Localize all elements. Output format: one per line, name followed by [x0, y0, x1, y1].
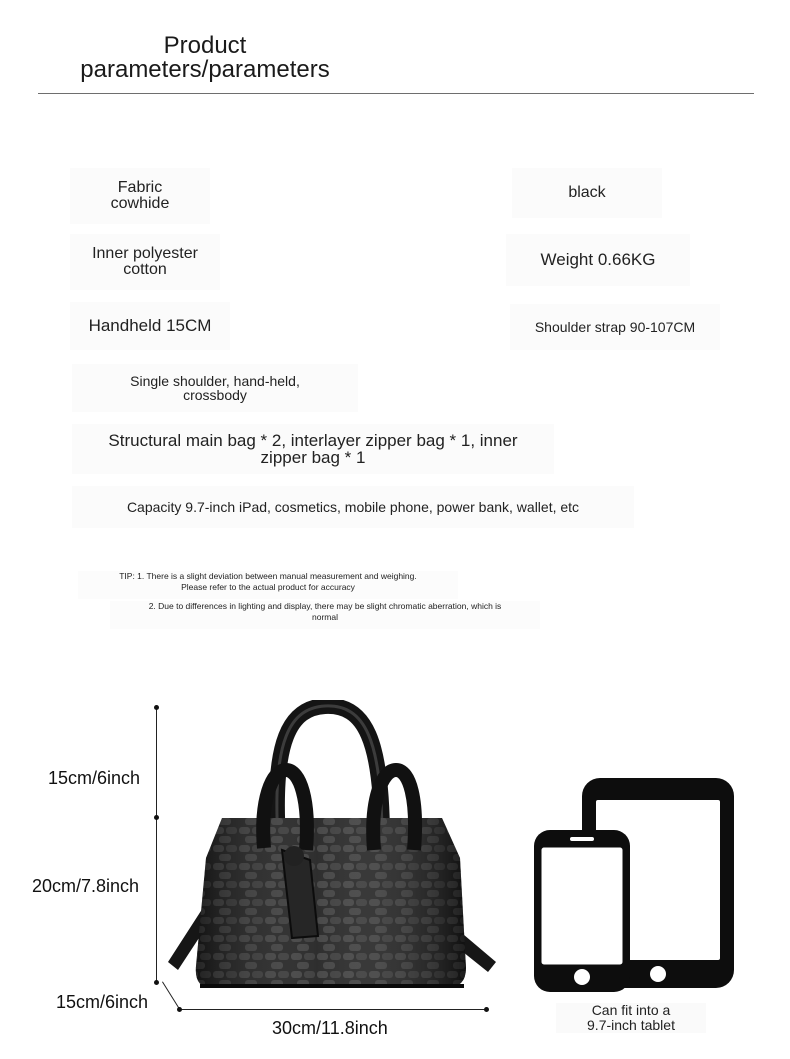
param-handheld — [70, 302, 230, 350]
param-fabric — [70, 168, 210, 224]
height-top-marker — [154, 705, 159, 710]
handle-height-label: 15cm/6inch — [48, 768, 141, 788]
param-capacity-text: Capacity 9.7-inch iPad, cosmetics, mobile phone, power bank, wallet, etc — [126, 498, 580, 515]
param-shoulder-strap-text: Shoulder strap 90-107CM — [534, 318, 696, 335]
device-caption-line1: Can fit into a — [591, 1002, 671, 1018]
param-structure — [72, 424, 554, 474]
param-inner — [70, 234, 220, 290]
height-dimension-line — [156, 708, 157, 984]
width-dimension-line — [180, 1009, 486, 1010]
tip-line-4: normal — [312, 612, 338, 622]
param-handheld-text: Handheld 15CM — [88, 316, 212, 336]
title-divider — [38, 93, 754, 94]
device-caption-line2: 9.7-inch tablet — [587, 1017, 675, 1033]
tip-line-3: 2. Due to differences in lighting and display, there may be slight chromatic aberration, which is — [148, 601, 502, 611]
param-weight — [506, 234, 690, 286]
param-carry-style-line2: crossbody — [183, 387, 247, 403]
device-caption — [556, 1003, 706, 1033]
body-height-label: 20cm/7.8inch — [32, 876, 140, 896]
handbag-image — [160, 700, 510, 1000]
param-weight-text: Weight 0.66KG — [540, 250, 656, 270]
depth-label: 15cm/6inch — [56, 992, 149, 1012]
tip-line-2: Please refer to the actual product for accuracy — [181, 582, 355, 592]
tip-note-2 — [110, 601, 540, 629]
param-fabric-value: cowhide — [110, 195, 170, 212]
param-inner-line2: cotton — [123, 261, 167, 278]
param-inner-line1: Inner polyester — [92, 244, 198, 262]
param-carry-style-line1: Single shoulder, hand-held, — [130, 372, 300, 389]
width-label: 30cm/11.8inch — [272, 1018, 388, 1038]
height-bottom-marker — [154, 980, 159, 985]
param-structure-line2: zipper bag * 1 — [260, 448, 366, 467]
param-color — [512, 168, 662, 218]
param-structure-line1: Structural main bag * 2, interlayer zipper bag * 1, inner — [108, 430, 518, 450]
param-capacity — [72, 486, 634, 528]
param-fabric-label: Fabric — [117, 178, 163, 196]
param-shoulder-strap — [510, 304, 720, 350]
height-mid-marker — [154, 815, 159, 820]
tablet-phone-icon — [530, 774, 740, 998]
tip-note-1 — [78, 571, 458, 599]
page-title — [40, 34, 370, 82]
param-carry-style — [72, 364, 358, 412]
tip-line-1: TIP: 1. There is a slight deviation between manual measurement and weighing. — [119, 571, 417, 581]
width-left-marker — [177, 1007, 182, 1012]
width-right-marker — [484, 1007, 489, 1012]
param-color-text: black — [568, 183, 606, 201]
title-line-2: parameters/parameters — [80, 56, 330, 83]
title-line-1: Product — [163, 32, 247, 59]
